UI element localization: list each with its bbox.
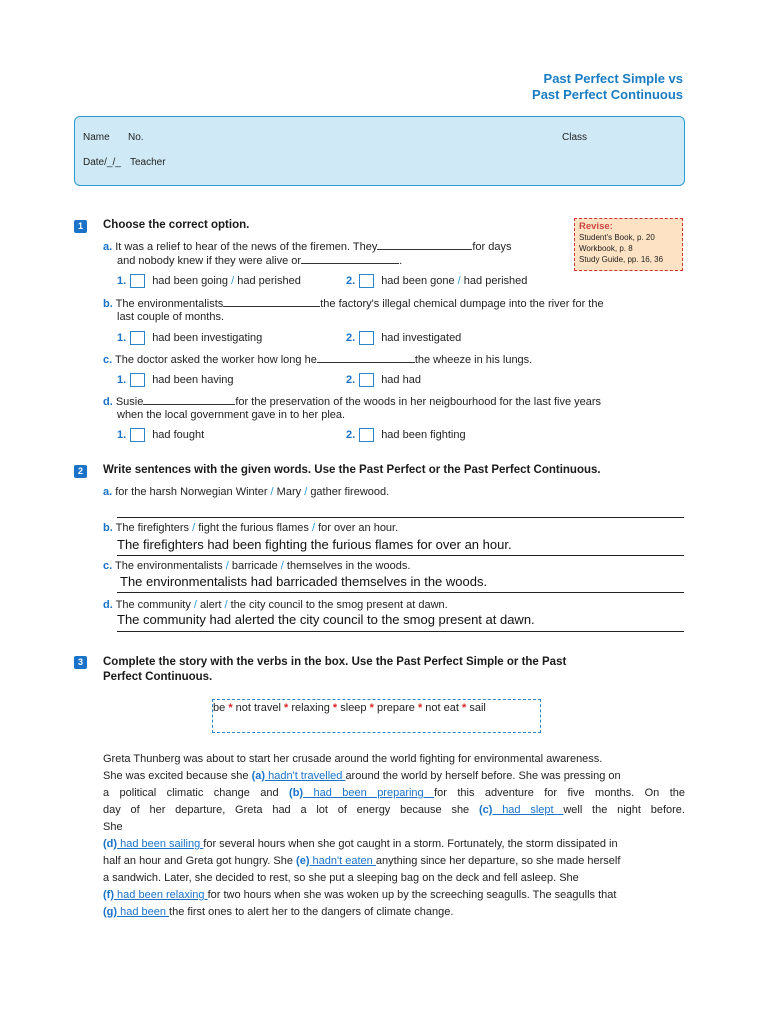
option-2: 2. had investigated <box>346 332 462 344</box>
revise-line: Student's Book, p. 20 <box>579 233 655 242</box>
teacher-label: Teacher <box>130 157 166 168</box>
checkbox[interactable] <box>130 331 145 345</box>
option-2: 2. had been fighting <box>346 429 466 441</box>
question-text: and nobody knew if they were alive or . <box>117 255 403 267</box>
written-answer[interactable]: The community had alerted the city council to the smog present at dawn. <box>117 612 535 627</box>
answer-line <box>117 555 684 556</box>
checkbox[interactable] <box>130 373 145 387</box>
checkbox[interactable] <box>359 274 374 288</box>
option-2: 2. had been gone / had perished <box>346 275 528 287</box>
answer-blank <box>143 394 235 405</box>
gap-f[interactable]: had been relaxing <box>114 889 208 901</box>
title-line-2: Past Perfect Continuous <box>532 87 683 102</box>
checkbox[interactable] <box>130 274 145 288</box>
answer-blank <box>301 253 399 264</box>
revise-line: Workbook, p. 8 <box>579 244 633 253</box>
revise-title: Revise: <box>579 221 613 232</box>
revise-box <box>574 218 683 271</box>
gap-a[interactable]: hadn't travelled <box>265 770 346 782</box>
checkbox[interactable] <box>359 331 374 345</box>
answer-line <box>117 517 684 518</box>
number-label: No. <box>128 132 144 143</box>
student-info-box <box>74 116 685 186</box>
story-text: Greta Thunberg was about to start her crusade around the world fighting for environmental awareness. She was excited because she (a) hadn't travelled around the world by herself before. She was pressing on a political climatic change and (b) had been preparing for this adventure for five months. On the day of her departure, Greta had a lot of energy because she (c) had slept well the night before. She (d) had been sailing for several hours when she got caught in a storm. Fortunately, the storm dissipated in half an hour and Greta got hungry. She (e) hadn't eaten anything since her departure, so she made herself a sandwich. Later, she decided to rest, so she put a sleeping bag on the deck and fell asleep. She (f) had been relaxing for two hours when she was woken up by the screeching seagulls. The seagulls that (g) had been the first ones to alert her to the dangers of climate change. <box>103 753 685 918</box>
question-text: last couple of months. <box>117 311 225 323</box>
prompt-words: d. The community / alert / the city council to the smog present at dawn. <box>103 599 448 611</box>
exercise-number: 1 <box>74 220 87 233</box>
revise-line: Study Guide, pp. 16, 36 <box>579 255 664 264</box>
date-label: Date/_/_ <box>83 157 121 168</box>
prompt-words: c. The environmentalists / barricade / themselves in the woods. <box>103 560 411 572</box>
question-text: d. Susie for the preservation of the woods in her neigbourhood for the last five years <box>103 396 602 408</box>
title-line-1: Past Perfect Simple vs <box>543 71 683 86</box>
answer-line <box>117 592 684 593</box>
question-text: when the local government gave in to her plea. <box>117 409 346 421</box>
checkbox[interactable] <box>130 428 145 442</box>
question-text: c. The doctor asked the worker how long he the wheeze in his lungs. <box>103 354 533 366</box>
page-title <box>532 71 683 103</box>
answer-blank <box>317 352 415 363</box>
word-box: be * not travel * relaxing * sleep * prepare * not eat * sail <box>212 699 541 733</box>
question-text: a. It was a relief to hear of the news of the firemen. They for days <box>103 241 512 253</box>
answer-line <box>117 631 684 632</box>
gap-g[interactable]: had been <box>117 906 170 918</box>
answer-blank <box>223 296 320 307</box>
name-label: Name <box>83 132 110 143</box>
gap-e[interactable]: hadn't eaten <box>309 855 376 867</box>
prompt-words: b. The firefighters / fight the furious flames / for over an hour. <box>103 522 399 534</box>
exercise-heading: Choose the correct option. <box>103 219 250 231</box>
gap-c[interactable]: had slept <box>492 804 564 816</box>
option-1: 1. had been going / had perished <box>117 275 301 287</box>
option-1: 1. had fought <box>117 429 205 441</box>
exercise-number: 2 <box>74 465 87 478</box>
answer-blank <box>377 239 472 250</box>
prompt-words: a. for the harsh Norwegian Winter / Mary / gather firewood. <box>103 486 390 498</box>
class-label: Class <box>562 132 588 143</box>
option-1: 1. had been having <box>117 374 234 386</box>
option-1: 1. had been investigating <box>117 332 263 344</box>
question-text: b. The environmentalists the factory's illegal chemical dumpage into the river for the <box>103 298 604 310</box>
written-answer[interactable]: The firefighters had been fighting the furious flames for over an hour. <box>117 537 512 552</box>
exercise-heading: Write sentences with the given words. Use the Past Perfect or the Past Perfect Continuous. <box>103 464 601 476</box>
checkbox[interactable] <box>359 428 374 442</box>
option-2: 2. had had <box>346 374 421 386</box>
exercise-heading: Complete the story with the verbs in the box. Use the Past Perfect Simple or the Past Perfect Continuous. <box>103 656 567 683</box>
exercise-number: 3 <box>74 656 87 669</box>
checkbox[interactable] <box>359 373 374 387</box>
written-answer[interactable]: The environmentalists had barricaded themselves in the woods. <box>120 574 488 589</box>
gap-b[interactable]: had been preparing <box>303 787 435 799</box>
gap-d[interactable]: had been sailing <box>117 838 204 850</box>
